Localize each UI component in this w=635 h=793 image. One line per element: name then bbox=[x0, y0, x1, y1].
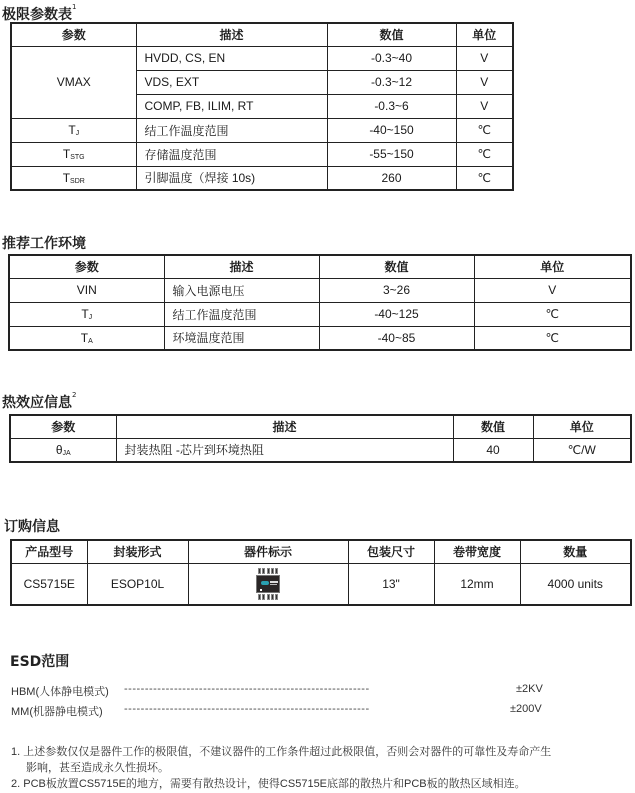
unit-cell: V bbox=[456, 94, 513, 118]
header-param: 参数 bbox=[11, 23, 136, 46]
header-value: 数值 bbox=[453, 415, 533, 438]
reel-size-cell: 13" bbox=[348, 563, 434, 605]
value-cell: 3~26 bbox=[319, 278, 474, 302]
header-desc: 描述 bbox=[116, 415, 453, 438]
param-subscript: A bbox=[88, 337, 93, 345]
value-cell: -0.3~40 bbox=[327, 46, 456, 70]
ordering-table bbox=[10, 539, 632, 606]
header-tape-width: 卷带宽度 bbox=[434, 540, 520, 563]
header-package: 封装形式 bbox=[87, 540, 188, 563]
value-cell: -0.3~6 bbox=[327, 94, 456, 118]
header-quantity: 数量 bbox=[520, 540, 631, 563]
value-cell: -55~150 bbox=[327, 142, 456, 166]
leader-dashes: ----------------------------------------------------------- bbox=[124, 703, 370, 715]
table-header-row bbox=[11, 23, 513, 46]
param-subscript: J bbox=[88, 314, 93, 321]
unit-cell: V bbox=[474, 278, 631, 302]
desc-cell: HVDD, CS, EN bbox=[136, 46, 327, 70]
esd-value: ±2KV bbox=[516, 683, 543, 695]
table-header-row bbox=[9, 255, 631, 278]
desc-cell: COMP, FB, ILIM, RT bbox=[136, 94, 327, 118]
section-title-ordering bbox=[4, 516, 60, 536]
section-title-esd bbox=[10, 651, 69, 671]
note-1-continued: 影响，甚至造成永久性损坏。 bbox=[26, 762, 169, 774]
recommended-title-text: 推荐工作环境 bbox=[2, 236, 86, 252]
table-row bbox=[9, 302, 631, 326]
note-2: 2. PCB板放置CS5715E的地方，需要有散热设计，使得CS5715E底部的散热片和PCB板的散热区域相连。 bbox=[11, 778, 526, 790]
header-marking: 器件标示 bbox=[188, 540, 348, 563]
param-cell bbox=[9, 326, 164, 350]
value-cell: 40 bbox=[453, 438, 533, 462]
value-cell: -40~125 bbox=[319, 302, 474, 326]
table-header-row bbox=[11, 540, 631, 563]
value-cell: 260 bbox=[327, 166, 456, 190]
package-cell: ESOP10L bbox=[87, 563, 188, 605]
value-cell: -40~150 bbox=[327, 118, 456, 142]
param-symbol: θ bbox=[55, 442, 63, 457]
desc-cell: 环境温度范围 bbox=[164, 326, 319, 350]
footnote-marker: 1 bbox=[72, 3, 77, 11]
table-row bbox=[11, 118, 513, 142]
unit-cell: ℃ bbox=[474, 302, 631, 326]
table-row bbox=[9, 326, 631, 350]
header-part: 产品型号 bbox=[11, 540, 87, 563]
table-row bbox=[10, 438, 631, 462]
header-value: 数值 bbox=[319, 255, 474, 278]
value-cell: -0.3~12 bbox=[327, 70, 456, 94]
table-row bbox=[11, 166, 513, 190]
param-cell bbox=[9, 302, 164, 326]
desc-cell: VDS, EXT bbox=[136, 70, 327, 94]
note-1: 1. 上述参数仅仅是器件工作的极限值，不建议器件的工作条件超过此极限值，否则会对器件的可靠性及寿命产生 bbox=[11, 746, 552, 758]
header-value: 数值 bbox=[327, 23, 456, 46]
unit-cell: V bbox=[456, 46, 513, 70]
esd-row-mm bbox=[11, 703, 631, 717]
param-subscript: J bbox=[75, 130, 80, 137]
chip-icon bbox=[255, 567, 281, 601]
unit-cell: ℃ bbox=[456, 142, 513, 166]
unit-cell: ℃ bbox=[456, 118, 513, 142]
table-row bbox=[11, 142, 513, 166]
tape-width-cell: 12mm bbox=[434, 563, 520, 605]
unit-cell: V bbox=[456, 70, 513, 94]
param-symbol: T bbox=[62, 170, 71, 185]
param-cell bbox=[10, 438, 116, 462]
table-row bbox=[11, 563, 631, 605]
unit-cell: ℃ bbox=[456, 166, 513, 190]
leader-dashes: ----------------------------------------------------------- bbox=[124, 683, 370, 695]
footnote-marker: 2 bbox=[72, 391, 77, 399]
param-cell bbox=[11, 142, 136, 166]
section-title-recommended bbox=[2, 233, 86, 253]
thermal-table bbox=[9, 414, 632, 463]
header-param: 参数 bbox=[9, 255, 164, 278]
param-cell bbox=[9, 278, 164, 302]
recommended-table bbox=[8, 254, 632, 351]
thermal-title-text: 热效应信息 bbox=[2, 395, 72, 411]
header-desc: 描述 bbox=[136, 23, 327, 46]
abs-max-title-text: 极限参数表 bbox=[2, 7, 72, 23]
header-desc: 描述 bbox=[164, 255, 319, 278]
desc-cell: 结工作温度范围 bbox=[136, 118, 327, 142]
part-cell: CS5715E bbox=[11, 563, 87, 605]
table-row bbox=[11, 46, 513, 70]
param-cell bbox=[11, 166, 136, 190]
param-cell bbox=[11, 118, 136, 142]
param-subscript: JA bbox=[62, 449, 71, 457]
marking-cell bbox=[188, 563, 348, 605]
esd-label: MM(机器静电模式) bbox=[11, 706, 103, 718]
table-row bbox=[9, 278, 631, 302]
abs-max-table bbox=[10, 22, 514, 191]
header-param: 参数 bbox=[10, 415, 116, 438]
esd-label: HBM(人体静电模式) bbox=[11, 686, 109, 698]
param-cell: VMAX bbox=[11, 46, 136, 118]
table-header-row bbox=[10, 415, 631, 438]
esd-title-text: ESD范围 bbox=[10, 654, 70, 670]
param-subscript: STG bbox=[70, 154, 85, 161]
desc-cell: 结工作温度范围 bbox=[164, 302, 319, 326]
section-title-thermal bbox=[2, 392, 76, 412]
quantity-cell: 4000 units bbox=[520, 563, 631, 605]
param-symbol: T bbox=[80, 330, 89, 345]
section-title-abs-max bbox=[2, 4, 76, 24]
param-symbol: VIN bbox=[76, 283, 97, 297]
esd-value: ±200V bbox=[510, 703, 542, 715]
desc-cell: 封装热阻 -芯片到环境热阻 bbox=[116, 438, 453, 462]
header-unit: 单位 bbox=[533, 415, 631, 438]
desc-cell: 存储温度范围 bbox=[136, 142, 327, 166]
param-symbol: T bbox=[81, 307, 89, 321]
param-symbol: T bbox=[68, 123, 76, 137]
esd-row-hbm bbox=[11, 683, 631, 697]
param-symbol: T bbox=[62, 147, 71, 161]
desc-cell: 引脚温度（焊接 10s) bbox=[136, 166, 327, 190]
value-cell: -40~85 bbox=[319, 326, 474, 350]
ordering-title-text: 订购信息 bbox=[4, 519, 60, 535]
desc-cell: 输入电源电压 bbox=[164, 278, 319, 302]
header-reel-size: 包装尺寸 bbox=[348, 540, 434, 563]
header-unit: 单位 bbox=[474, 255, 631, 278]
header-unit: 单位 bbox=[456, 23, 513, 46]
unit-cell: ℃/W bbox=[533, 438, 631, 462]
param-subscript: SDR bbox=[70, 177, 85, 185]
unit-cell: ℃ bbox=[474, 326, 631, 350]
